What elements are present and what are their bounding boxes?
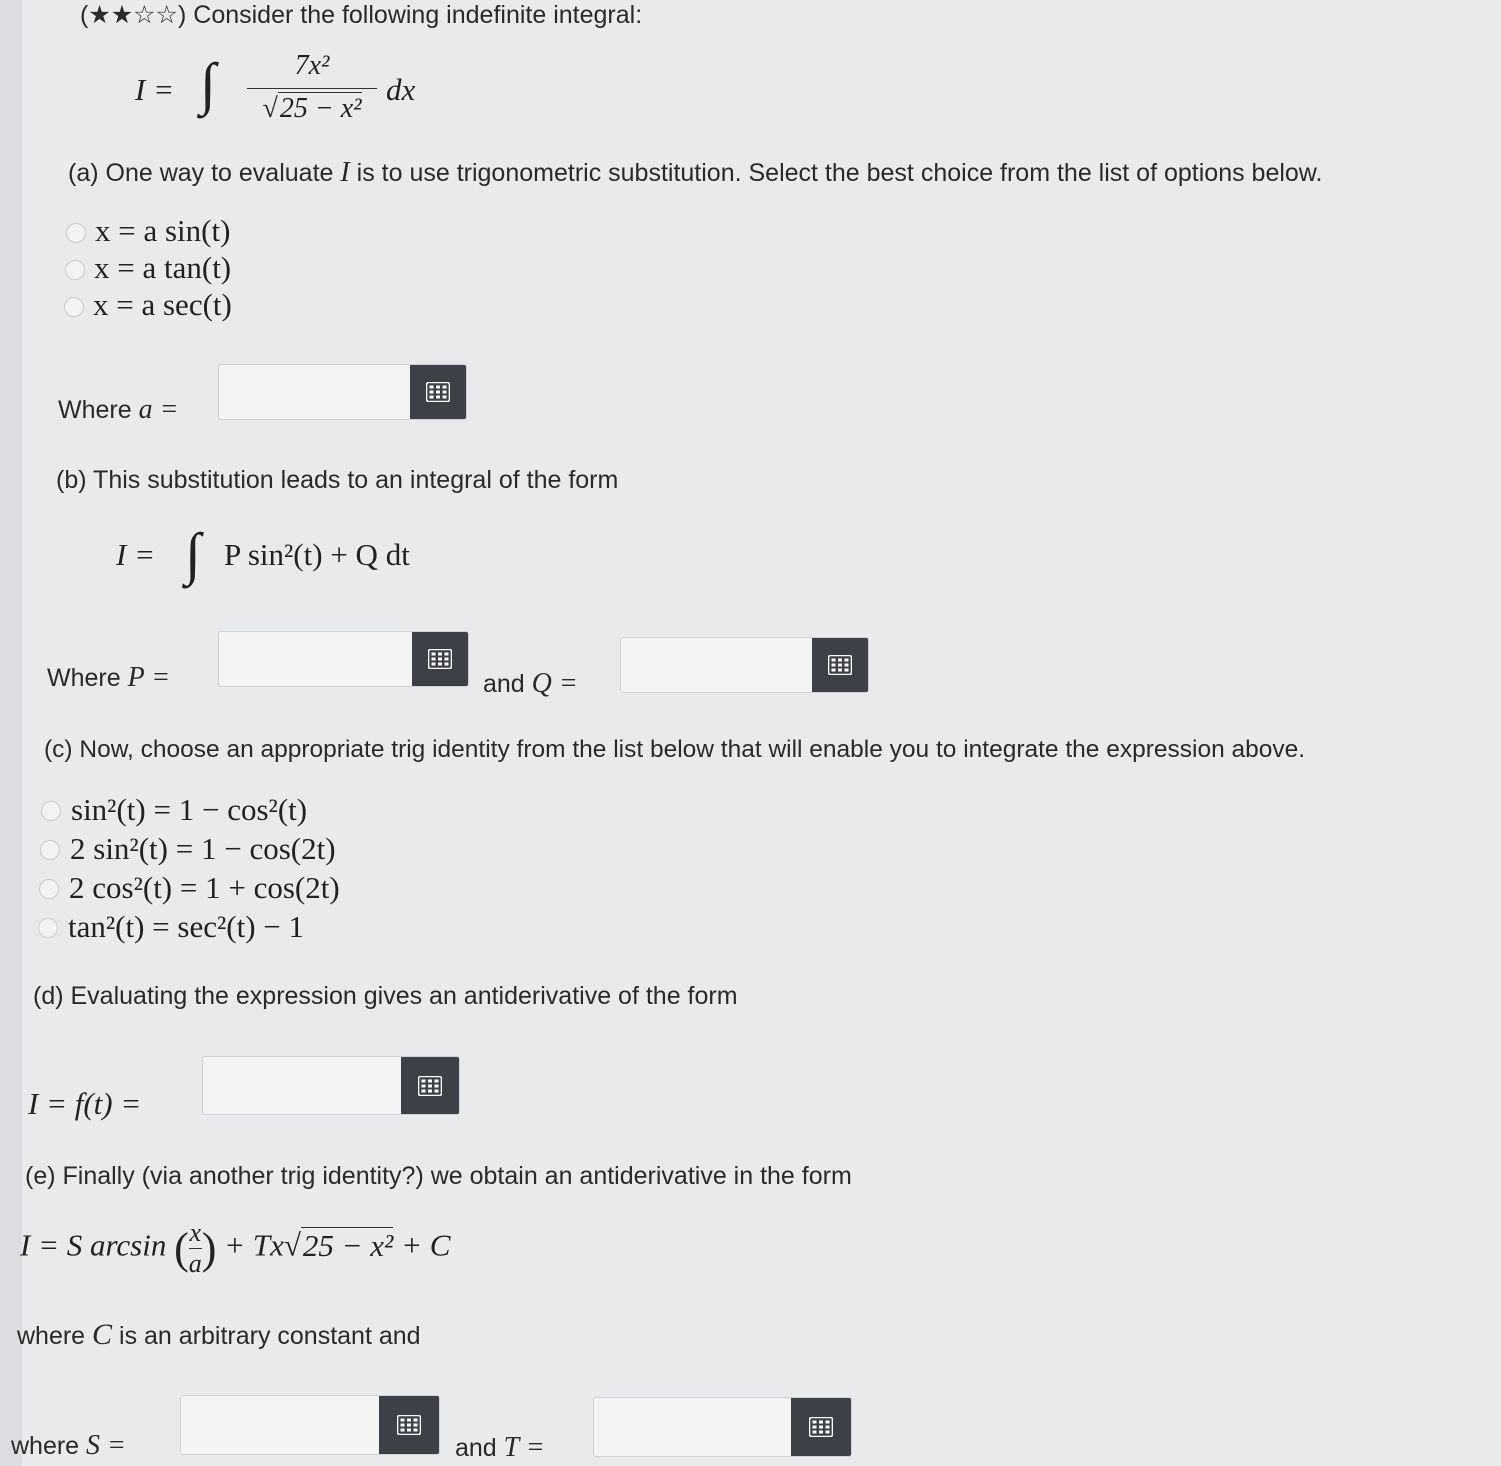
- matrix-grid-icon: [809, 1417, 833, 1437]
- part-b-integral-sign: ∫: [185, 521, 201, 586]
- input-a-matrix-button[interactable]: [410, 365, 466, 419]
- input-q-field[interactable]: [621, 638, 812, 692]
- input-p-field[interactable]: [219, 632, 412, 686]
- where-s-text: where: [11, 1432, 80, 1460]
- identity-2-label[interactable]: 2 sin²(t) = 1 − cos(2t): [70, 831, 336, 866]
- part-d-prompt: (d) Evaluating the expression gives an antiderivative of the form: [33, 982, 738, 1010]
- where-a-var: a =: [138, 394, 179, 425]
- where-p-text: Where: [47, 664, 121, 692]
- where-s-label: [11, 1430, 126, 1462]
- input-f-t[interactable]: [202, 1056, 460, 1115]
- where-a-label: [58, 394, 179, 426]
- integral-dx: dx: [386, 72, 416, 107]
- part-a-prompt-start: (a) One way to evaluate: [68, 159, 334, 187]
- where-s-var: S =: [86, 1430, 126, 1461]
- part-e-formula-mid: + Tx: [224, 1227, 284, 1263]
- identity-1-label[interactable]: sin²(t) = 1 − cos²(t): [71, 792, 308, 827]
- input-s-matrix-button[interactable]: [379, 1396, 439, 1454]
- part-e-frac-num: x: [189, 1218, 202, 1247]
- part-e-formula: I = S arcsin ( $\frac{x}{a}$ ) + Tx√25 − x² + C: [20, 1218, 451, 1278]
- part-e-formula-start: I = S arcsin: [20, 1227, 167, 1263]
- input-p[interactable]: [218, 631, 469, 687]
- input-t[interactable]: [593, 1397, 852, 1457]
- part-b-lhs: I =: [116, 537, 155, 572]
- question-title: Consider the following indefinite integral:: [193, 1, 643, 29]
- part-e-note-end: is an arbitrary constant and: [119, 1322, 421, 1350]
- radio-identity-2[interactable]: [40, 840, 60, 860]
- radio-option-sec[interactable]: [64, 297, 84, 317]
- matrix-grid-icon: [426, 382, 450, 402]
- and-t-text: and: [455, 1434, 497, 1462]
- input-q-matrix-button[interactable]: [812, 638, 868, 692]
- part-e-note-start: where: [17, 1322, 86, 1350]
- part-e-radicand: 25 − x²: [302, 1227, 394, 1263]
- part-e-formula-end: + C: [401, 1227, 451, 1263]
- integral-lhs: I =: [135, 72, 174, 107]
- input-p-matrix-button[interactable]: [412, 632, 468, 686]
- identity-3-label[interactable]: 2 cos²(t) = 1 + cos(2t): [69, 870, 340, 905]
- and-q-text: and: [483, 670, 525, 698]
- question-header: [80, 0, 642, 30]
- and-t-label: [455, 1432, 545, 1464]
- identity-4-label[interactable]: tan²(t) = sec²(t) − 1: [68, 909, 305, 944]
- matrix-grid-icon: [397, 1415, 421, 1435]
- part-e-prompt: (e) Finally (via another trig identity?) we obtain an antiderivative in the form: [25, 1162, 852, 1190]
- radio-identity-4[interactable]: [38, 918, 58, 938]
- and-q-label: [483, 668, 578, 700]
- part-e-fraction: [189, 1218, 202, 1279]
- where-p-var: P =: [127, 662, 171, 693]
- option-sin-label[interactable]: x = a sin(t): [95, 213, 231, 248]
- radio-identity-1[interactable]: [41, 801, 61, 821]
- part-a-prompt-var: I: [340, 157, 350, 188]
- option-sec-label[interactable]: x = a sec(t): [93, 287, 232, 322]
- and-q-var: Q =: [531, 668, 578, 699]
- radio-option-tan[interactable]: [65, 260, 85, 280]
- matrix-grid-icon: [828, 655, 852, 675]
- input-a[interactable]: [218, 364, 467, 420]
- main-integral: [135, 72, 174, 108]
- input-q[interactable]: [620, 637, 869, 693]
- option-tan-label[interactable]: x = a tan(t): [94, 250, 232, 285]
- part-a-prompt: [68, 157, 1322, 189]
- input-f-t-matrix-button[interactable]: [401, 1057, 459, 1114]
- where-a-text: Where: [58, 396, 132, 424]
- left-edge-panel: [0, 0, 22, 1466]
- input-a-field[interactable]: [219, 365, 410, 419]
- part-c-prompt: (c) Now, choose an appropriate trig identity from the list below that will enable you to integrate the expression above.: [44, 736, 1306, 763]
- part-e-note: [17, 1318, 421, 1352]
- where-p-label: [47, 662, 170, 694]
- input-s-field[interactable]: [181, 1396, 383, 1454]
- part-b-prompt: (b) This substitution leads to an integral of the form: [56, 466, 619, 494]
- part-a-prompt-end: is to use trigonometric substitution. Select the best choice from the list of options below.: [356, 159, 1323, 187]
- matrix-grid-icon: [418, 1076, 442, 1096]
- and-t-var: T =: [503, 1432, 545, 1463]
- input-f-t-field[interactable]: [203, 1057, 403, 1114]
- input-t-field[interactable]: [594, 1398, 795, 1456]
- part-d-label: I = f(t) =: [28, 1086, 142, 1121]
- radio-identity-3[interactable]: [39, 879, 59, 899]
- input-s[interactable]: [180, 1395, 440, 1455]
- difficulty-stars: (★★☆☆): [80, 1, 187, 29]
- part-e-note-var: C: [92, 1318, 113, 1351]
- integral-sign: ∫: [200, 51, 216, 116]
- integral-radicand: 25 − x²: [279, 93, 362, 124]
- radio-option-sin[interactable]: [66, 223, 86, 243]
- matrix-grid-icon: [428, 649, 452, 669]
- integral-fraction: 7x² √25 − x²: [247, 50, 377, 125]
- part-b-formula: P sin²(t) + Q dt: [224, 537, 410, 572]
- part-e-frac-den: a: [188, 1249, 202, 1278]
- integral-numerator: 7x²: [294, 50, 330, 81]
- input-t-matrix-button[interactable]: [791, 1398, 851, 1456]
